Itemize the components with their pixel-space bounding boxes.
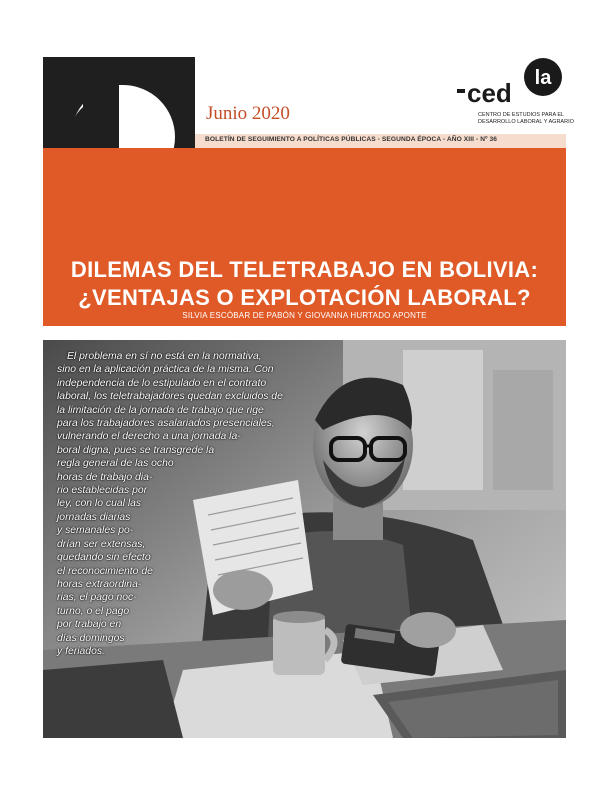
article-body-line: el reconocimiento de — [57, 565, 153, 577]
article-body-line: la limitación de la jornada de trabajo que rige — [57, 404, 264, 416]
article-body-line: y feriados. — [57, 645, 105, 657]
article-body-line: por trabajo en — [57, 619, 122, 631]
cedla-caption-line2: DESARROLLO LABORAL Y AGRARIO — [478, 118, 574, 125]
article-body-line: regla general de las ocho — [57, 458, 174, 470]
cedla-caption-line1: CENTRO DE ESTUDIOS PARA EL — [478, 112, 565, 118]
article-body-line: sino en la aplicación práctica de la misma. Con — [57, 364, 274, 376]
article-body-line: y semanales po- — [57, 525, 134, 537]
article-body-line: horas extraordina- — [57, 578, 142, 590]
headline-line1: DILEMAS DEL TELETRABAJO EN BOLIVIA: — [70, 257, 539, 282]
article-body-line: laboral, los teletrabajadores quedan excluidos de — [57, 391, 283, 403]
article-body-line: turno, o el pago — [57, 605, 130, 617]
issue-date: Junio 2020 — [206, 103, 290, 124]
article-body-line: días domingos — [57, 632, 125, 644]
article-body-line: independencia de lo estipulado en el contrato — [57, 377, 267, 389]
article-body-line: rio establecidas por — [57, 485, 148, 497]
article-body-line: drían ser extensas, — [57, 538, 146, 550]
headline-line2: ¿VENTAJAS O EXPLOTACIÓN LABORAL? — [78, 285, 531, 310]
article-body-line: El problema en sí no está en la normativa, — [67, 351, 262, 362]
article-body-line: rias, el pago noc- — [57, 592, 137, 604]
article-body-line: quedando sin efecto — [57, 552, 151, 564]
cedla-logo — [455, 57, 565, 112]
article-body — [57, 350, 282, 658]
article-body-line: horas de trabajo dia- — [57, 471, 153, 483]
cedla-caption — [478, 112, 588, 125]
svg-text:ced: ced — [467, 78, 512, 108]
article-body-line: jornadas diarias — [57, 511, 131, 523]
issue-series: BOLETÍN DE SEGUIMIENTO A POLÍTICAS PÚBLICAS - SEGUNDA ÉPOCA - AÑO XIII - Nº 36 — [205, 136, 498, 143]
article-body-line: ley, con lo cual las — [57, 498, 142, 510]
article-body-line: para los trabajadores asalariados presenciales, — [57, 418, 275, 430]
article-body-line: boral digna, pues se transgrede la — [57, 444, 215, 456]
article-authors: SILVIA ESCÓBAR DE PABÓN Y GIOVANNA HURTADO APONTE — [182, 311, 427, 320]
svg-text:la: la — [534, 67, 552, 89]
article-body-line: vulnerando el derecho a una jornada la- — [57, 431, 241, 443]
